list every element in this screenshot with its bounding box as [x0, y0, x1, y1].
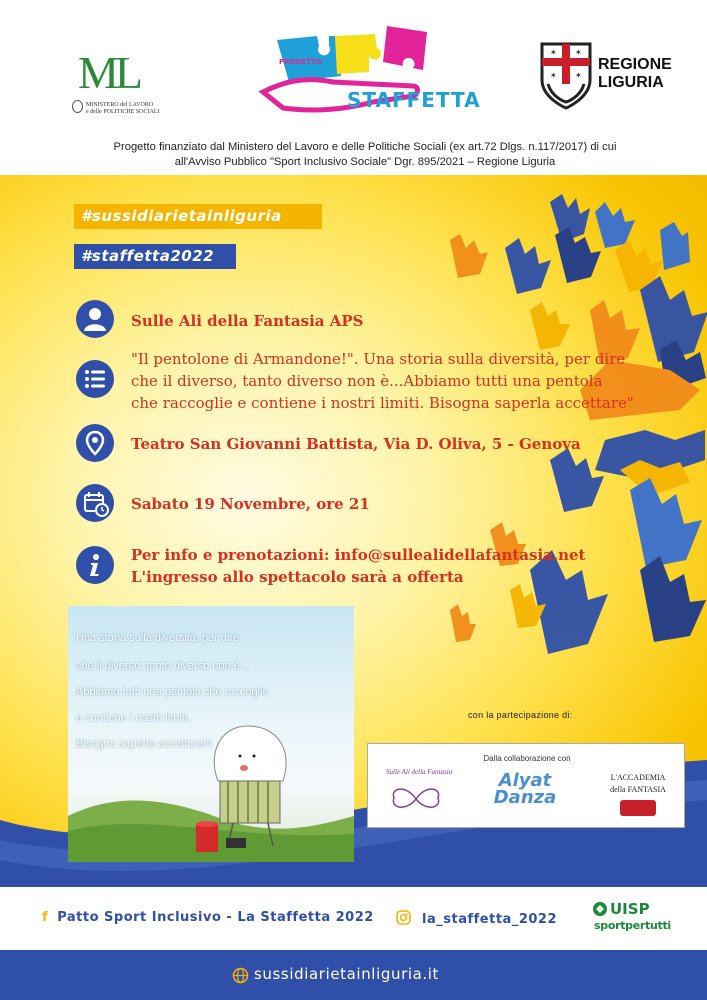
list-icon — [76, 360, 114, 398]
facebook-link[interactable] — [42, 910, 374, 925]
region-logo-text — [598, 56, 672, 92]
partner-logo-alyat — [490, 772, 560, 806]
instagram-icon — [396, 910, 411, 925]
uisp-logo — [592, 900, 672, 936]
event-location: Teatro San Giovanni Battista, Via D. Oliva, 5 - Genova — [131, 435, 581, 453]
partner2-line2: Danza — [493, 787, 557, 808]
partner2-line1: Alyat — [498, 770, 552, 791]
facebook-icon: f — [42, 910, 49, 925]
story-illustration — [68, 606, 354, 862]
instagram-link[interactable] — [396, 910, 557, 927]
collab-label: Dalla collaborazione con — [483, 754, 571, 763]
info-icon — [76, 546, 114, 584]
hashtag-sussidiarieta: #sussidiarietainliguria — [74, 204, 322, 229]
ministry-logo-letters: ML — [78, 47, 139, 98]
ministry-logo — [72, 48, 172, 128]
location-pin-icon — [76, 424, 114, 462]
svg-text:✶: ✶ — [575, 71, 582, 80]
globe-icon — [232, 967, 249, 984]
svg-text:✶: ✶ — [550, 48, 557, 57]
uisp-emblem-icon — [592, 901, 608, 917]
partner3-line2: della FANTASIA — [610, 785, 666, 794]
description-line: che il diverso, tanto diverso non è...Abbiamo tutti una pentola — [131, 372, 603, 390]
instagram-label: la_staffetta_2022 — [422, 912, 557, 927]
character-drawing — [68, 606, 354, 862]
staffetta-logo — [255, 22, 481, 122]
partner-logo-accademia — [596, 772, 680, 816]
description-line: "Il pentolone di Armandone!". Una storia sulla diversità, per dire — [131, 350, 626, 368]
uisp-logo-name: UISP — [610, 900, 650, 918]
partners-caption: con la partecipazione di: — [468, 710, 573, 720]
contact-line2: L'ingresso allo spettacolo sarà a offerta — [131, 568, 464, 586]
partner3-line1: L'ACCADEMIA — [610, 773, 666, 782]
website-link[interactable]: sussidiarietainliguria.it — [254, 965, 440, 983]
funding-line1: Progetto finanziato dal Ministero del Lavoro e delle Politiche Sociali (ex art.72 Dlgs. n.117/2017) di cui — [113, 141, 617, 153]
contact-line1: Per info e prenotazioni: info@sullealidellafantasia.net — [131, 546, 586, 564]
description-line: che raccoglie e contiene i nostri limiti. Bisogna saperla accettare" — [131, 394, 634, 412]
hashtag-staffetta: #staffetta2022 — [74, 244, 236, 269]
partners-box — [367, 743, 685, 828]
emblem-icon — [72, 100, 83, 113]
header — [0, 0, 707, 175]
project-logo-name: STAFFETTA — [347, 88, 481, 112]
funding-line2: all'Avviso Pubblico "Sport Inclusivo Sociale" Dgr. 895/2021 – Regione Liguria — [174, 156, 556, 168]
illustration-line: che il diverso, tanto diverso non è .. — [76, 660, 250, 672]
contact-info — [131, 544, 585, 588]
illustration-line: e contiene i nostri limiti.. — [76, 712, 194, 724]
svg-text:✶: ✶ — [575, 48, 582, 57]
ministry-logo-text — [86, 102, 176, 116]
event-datetime: Sabato 19 Novembre, ore 21 — [131, 495, 370, 513]
organizer-name: Sulle Ali della Fantasia APS — [131, 312, 364, 330]
funding-statement — [85, 140, 645, 170]
person-icon — [76, 300, 114, 338]
illustration-line: Bisogna saperla accettare!!! — [76, 738, 213, 750]
butterfly-icon — [386, 782, 446, 816]
ministry-logo-line2: e delle POLITICHE SOCIALI — [86, 109, 160, 115]
event-description — [131, 348, 634, 414]
partner-logo-sulle-ali: Sulle Ali della Fantasia — [386, 768, 453, 776]
hands-illustration — [430, 190, 707, 660]
region-logo-line1: REGIONE — [598, 56, 672, 73]
bottom-bar — [0, 950, 707, 1000]
region-shield-icon — [538, 40, 594, 110]
region-logo-line2: LIGURIA — [598, 74, 664, 91]
region-logo — [538, 38, 678, 113]
accademia-emblem-icon — [620, 800, 656, 816]
svg-text:✶: ✶ — [550, 71, 557, 80]
project-logo-small-text: PROGETTO — [279, 58, 322, 66]
ministry-logo-line1: MINISTERO del LAVORO — [86, 102, 154, 108]
calendar-clock-icon — [76, 484, 114, 522]
illustration-line: Una storia sulla diversità, per dire — [76, 632, 240, 644]
illustration-line: Abbiamo tutti una pentola che raccoglie — [76, 686, 269, 698]
uisp-logo-tagline: sportpertutti — [594, 919, 671, 932]
facebook-label: Patto Sport Inclusivo - La Staffetta 2022 — [57, 910, 374, 925]
